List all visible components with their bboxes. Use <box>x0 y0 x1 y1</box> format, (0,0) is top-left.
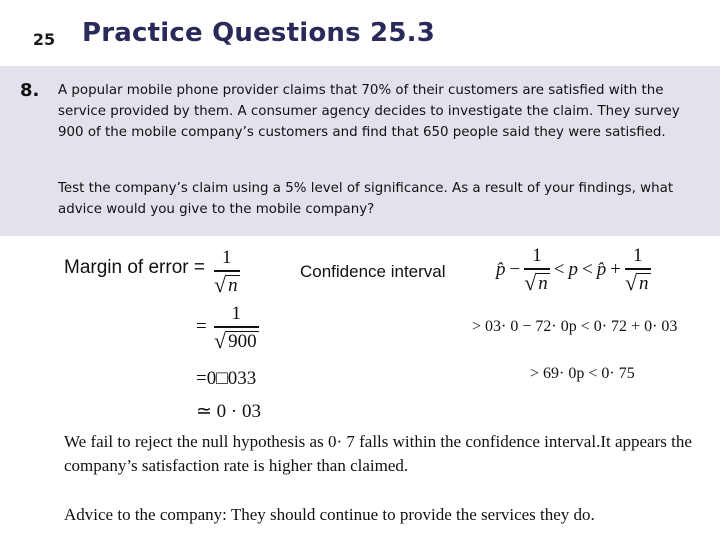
question-paragraph-1: A popular mobile phone provider claims that 70% of their customers are satisfied with the service provided by them. A consumer agency decides to investigate the claim. They survey 900 of the mobile company’s customers and find that 650 people said they were satisfied. <box>58 83 680 140</box>
moe-fraction-denominator <box>214 271 240 297</box>
moe-step4: ≃ 0 · 03 <box>196 401 261 422</box>
ci-fraction-right <box>625 246 651 294</box>
sqrt-icon: √ <box>214 327 227 353</box>
ci-phat-2: p̂ <box>596 258 607 280</box>
sqrt-icon: √ <box>624 269 638 295</box>
moe-fraction <box>214 248 240 296</box>
chapter-number: 25 <box>32 29 56 49</box>
moe-fraction-numerator: 1 <box>222 247 232 268</box>
ci-p: p <box>568 258 579 280</box>
moe-radicand: n <box>228 274 238 296</box>
ci-less-than-2: < <box>582 258 593 280</box>
moe-step2-equals: = <box>196 316 207 337</box>
question-paragraph-2: Test the company’s claim using a 5% level of significance. As a result of your findings, what advice would you give to the mobile company? <box>58 181 674 217</box>
moe-step2-numerator: 1 <box>231 303 242 324</box>
moe-step2-denominator <box>214 327 259 353</box>
ci-fraction-right-numerator: 1 <box>632 245 643 266</box>
ci-step1: > 03· 0 − 72· 0p < 0· 72 + 0· 03 <box>472 318 678 335</box>
sqrt-icon: √ <box>524 269 537 295</box>
ci-fraction-left-numerator: 1 <box>532 245 542 266</box>
ci-fraction-left-denominator <box>524 269 550 295</box>
confidence-interval-label: Confidence interval <box>300 262 446 281</box>
ci-left-radicand: n <box>538 272 548 294</box>
ci-right-radicand: n <box>639 272 649 294</box>
ci-minus: − <box>509 258 521 280</box>
question-panel <box>0 66 720 236</box>
advice-text: Advice to the company: They should continue to provide the services they do. <box>64 505 595 524</box>
moe-step3: =0□033 <box>196 368 257 389</box>
ci-plus: + <box>610 258 621 280</box>
ci-step2: > 69· 0p < 0· 75 <box>530 365 635 382</box>
ci-fraction-right-denominator <box>624 269 651 295</box>
ci-fraction-left <box>524 246 550 294</box>
margin-of-error-label: Margin of error = <box>64 257 205 278</box>
moe-step2-radicand: 900 <box>228 330 257 352</box>
sqrt-icon: √ <box>214 271 227 297</box>
moe-step2-fraction <box>214 304 259 352</box>
question-number: 8. <box>20 80 40 101</box>
ci-less-than: < <box>553 258 565 280</box>
confidence-interval-formula <box>496 246 651 294</box>
conclusion-text: We fail to reject the null hypothesis as 0· 7 falls within the confidence interval.It appears the company’s satisfaction rate is higher than claimed. <box>64 432 692 475</box>
ci-phat: p̂ <box>496 258 506 280</box>
page-title: Practice Questions 25.3 <box>82 18 435 48</box>
